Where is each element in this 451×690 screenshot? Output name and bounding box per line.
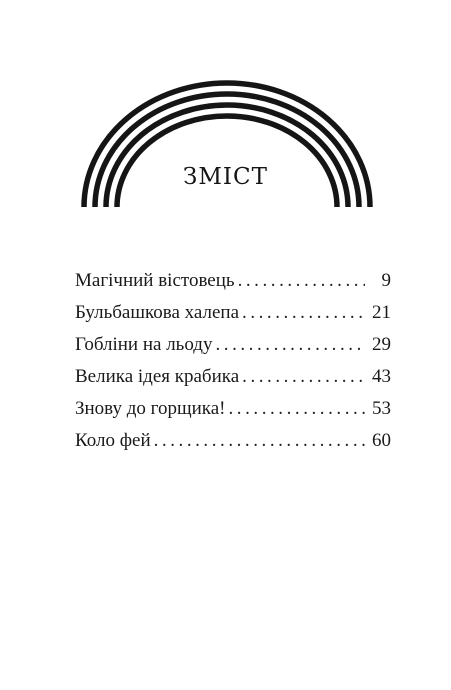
table-of-contents bbox=[75, 265, 391, 457]
toc-entry-page: 53 bbox=[372, 398, 391, 419]
toc-entry-page: 60 bbox=[372, 430, 391, 451]
toc-dot-leader bbox=[242, 297, 365, 329]
toc-entry-page: 29 bbox=[372, 334, 391, 355]
toc-entry bbox=[75, 361, 391, 393]
toc-entry-title: Коло фей bbox=[75, 430, 151, 451]
toc-entry-page: 9 bbox=[381, 270, 391, 291]
toc-dot-leader bbox=[215, 329, 365, 361]
page-title: ЗМІСТ bbox=[183, 164, 268, 190]
toc-dot-leader bbox=[154, 425, 365, 457]
toc-entry-title: Велика ідея крабика bbox=[75, 366, 240, 387]
toc-dot-leader bbox=[238, 265, 365, 297]
toc-dot-leader bbox=[229, 393, 366, 425]
toc-entry-title: Гобліни на льоду bbox=[75, 334, 213, 355]
rainbow-arc-icon bbox=[0, 0, 451, 240]
toc-entry-title: Бульбашкова халепа bbox=[75, 302, 240, 323]
toc-entry-page: 21 bbox=[372, 302, 391, 323]
toc-entry bbox=[75, 297, 391, 329]
toc-entry-page: 43 bbox=[372, 366, 391, 387]
toc-entry-title: Знову до горщика! bbox=[75, 398, 226, 419]
toc-entry-title: Магічний вістовець bbox=[75, 270, 235, 291]
toc-entry bbox=[75, 329, 391, 361]
toc-entry bbox=[75, 425, 391, 457]
toc-dot-leader bbox=[242, 361, 365, 393]
toc-entry bbox=[75, 265, 391, 297]
toc-entry bbox=[75, 393, 391, 425]
